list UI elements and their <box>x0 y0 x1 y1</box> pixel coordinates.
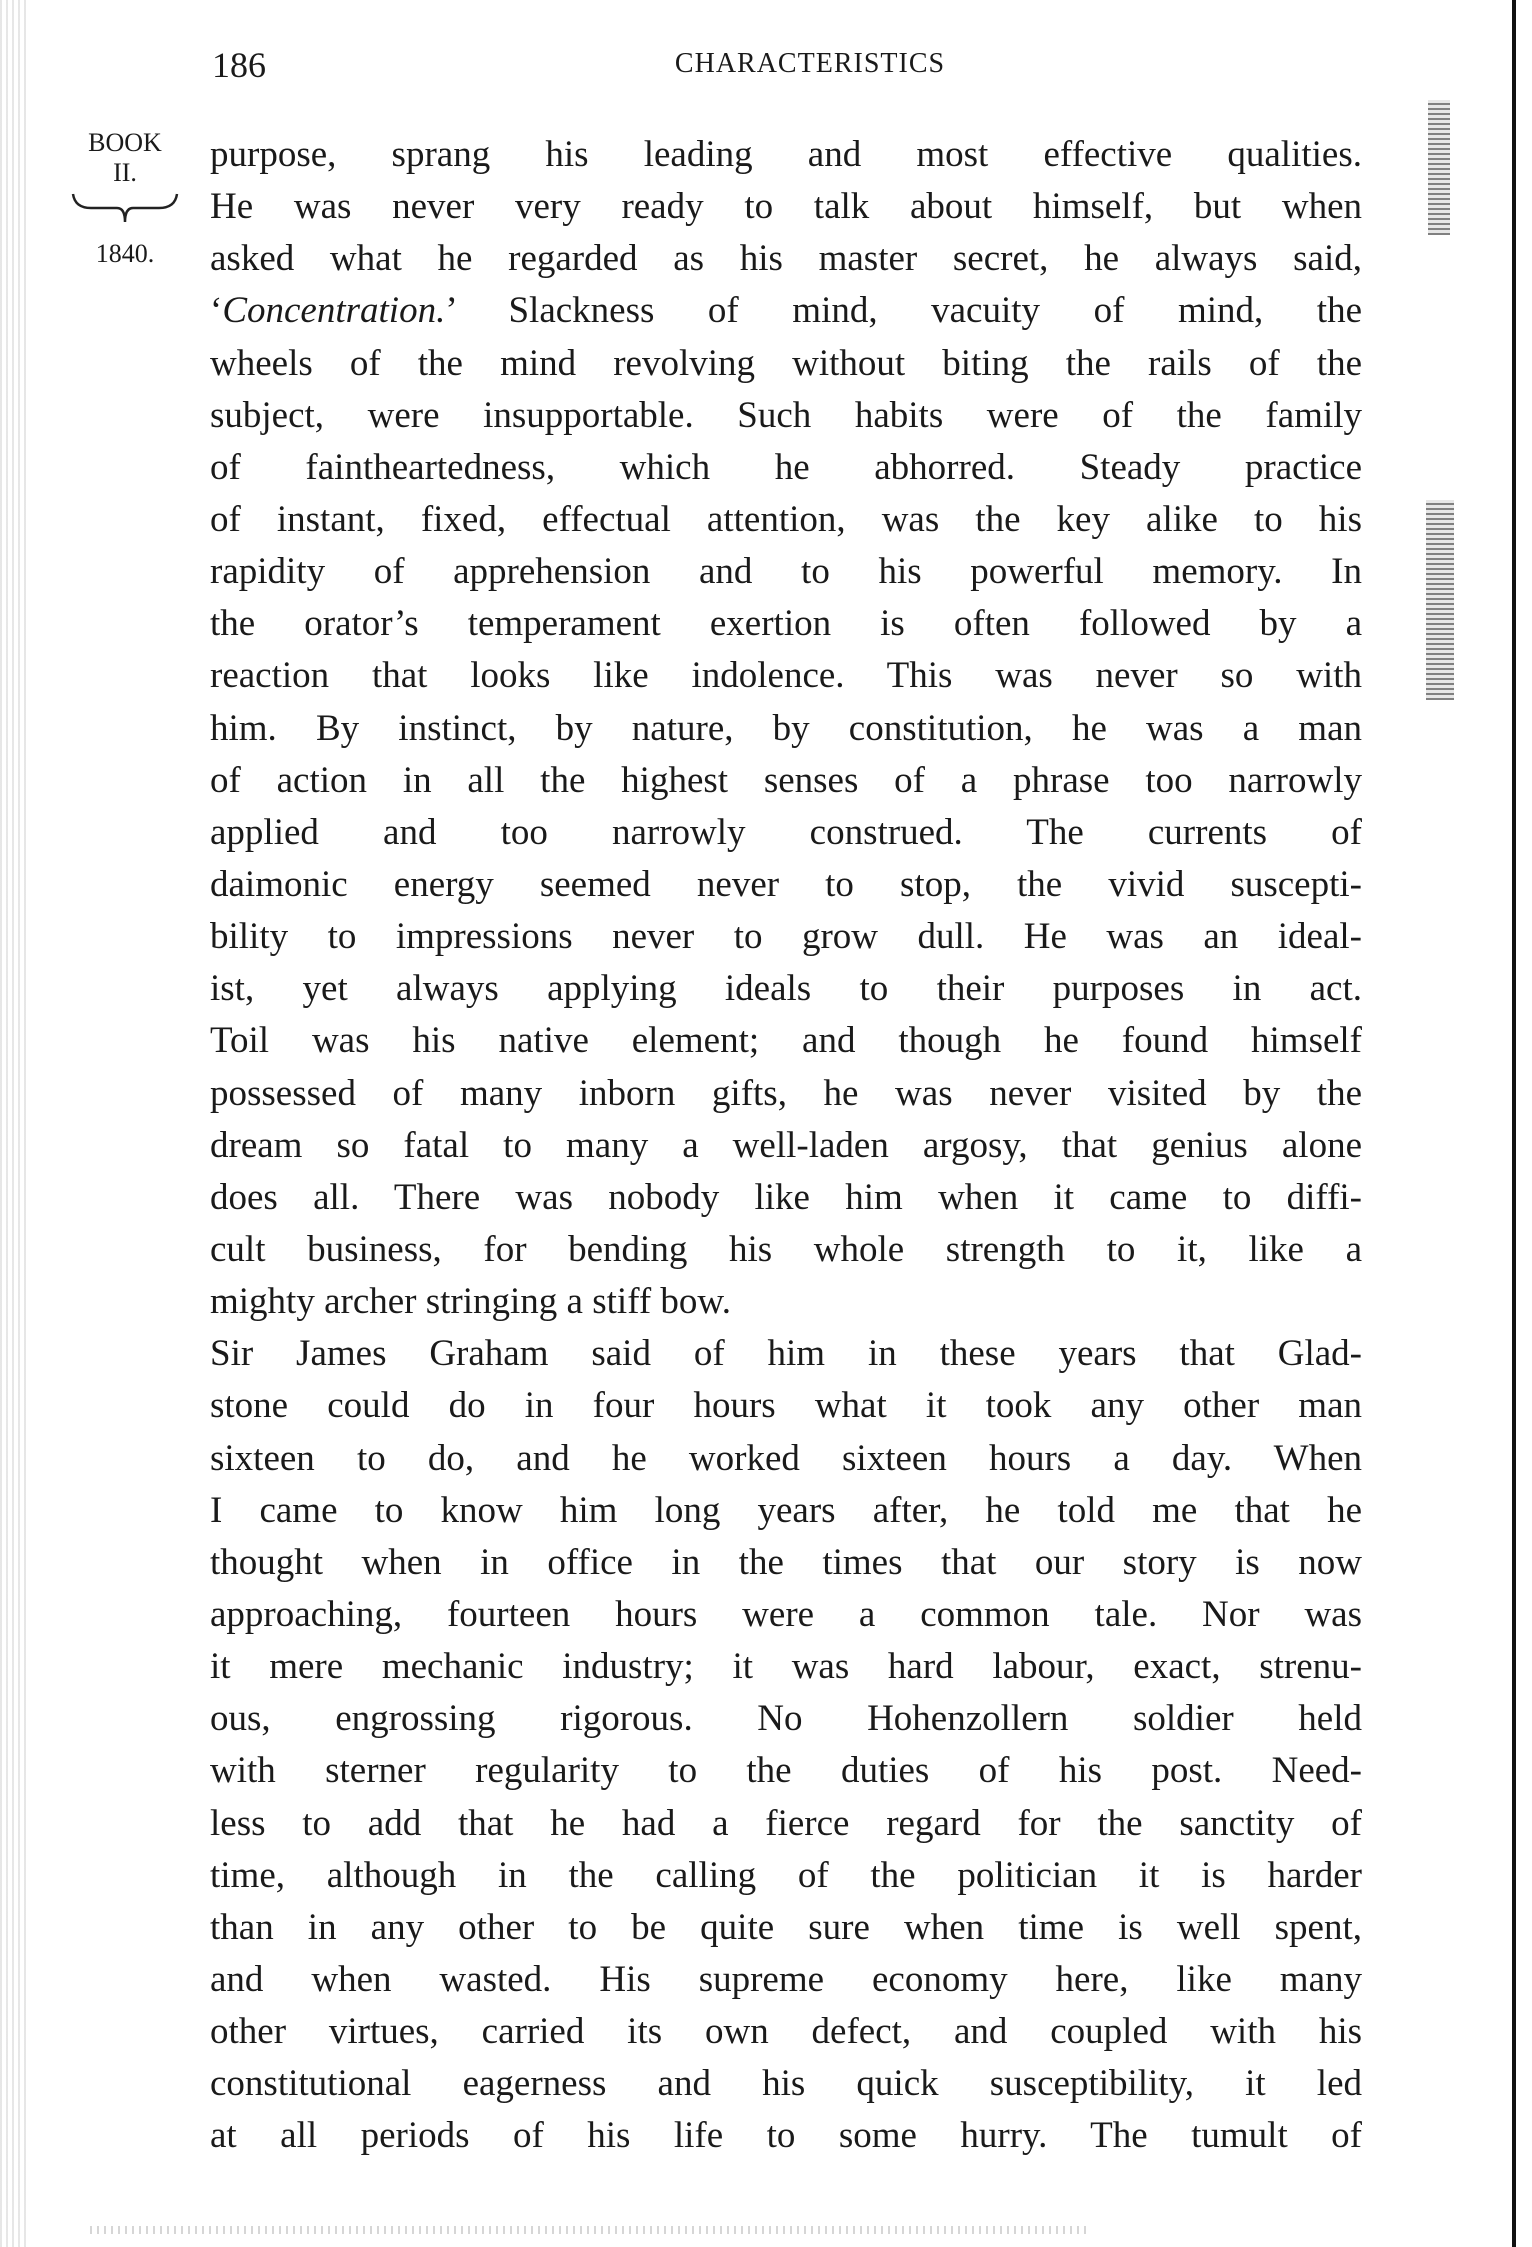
scan-left-edge <box>0 0 30 2247</box>
text-line: other virtues, carried its own defect, and coupled with his <box>210 2011 1362 2053</box>
text-line: mighty archer stringing a stiff bow. <box>210 1281 731 1323</box>
margin-year: 1840. <box>95 238 155 268</box>
margin-book-number: II. <box>113 157 137 187</box>
scan-bottom-edge <box>90 2226 1090 2234</box>
text-line: Sir James Graham said of him in these years that Glad- <box>210 1333 1362 1375</box>
text-line: and when wasted. His supreme economy here, like many <box>210 1958 1362 2000</box>
text-line: approaching, fourteen hours were a common tale. Nor was <box>210 1593 1362 1635</box>
italic-word: Concentration. <box>222 290 446 332</box>
text-line: possessed of many inborn gifts, he was never visited by the <box>210 1072 1362 1114</box>
text-line: ‘Concentration.’ Slackness of mind, vacuity of mind, the <box>210 290 1362 332</box>
margin-book-label: BOOK <box>88 128 162 157</box>
scan-artifact <box>1428 100 1450 235</box>
text-line: time, although in the calling of the politician it is harder <box>210 1854 1362 1896</box>
text-line: ist, yet always applying ideals to their purposes in act. <box>210 968 1362 1010</box>
text-line: of faintheartedness, which he abhorred. Steady practice <box>210 446 1362 488</box>
text-line: I came to know him long years after, he told me that he <box>210 1489 1362 1531</box>
text-line: subject, were insupportable. Such habits were of the family <box>210 394 1362 436</box>
text-line: less to add that he had a fierce regard for the sanctity of <box>210 1802 1362 1844</box>
text-line: does all. There was nobody like him when it came to diffi- <box>210 1176 1362 1218</box>
text-line: asked what he regarded as his master secret, he always said, <box>210 238 1362 280</box>
text-line: sixteen to do, and he worked sixteen hours a day. When <box>210 1437 1362 1479</box>
text-line: dream so fatal to many a well-laden argosy, that genius alone <box>210 1124 1362 1166</box>
text-line: rapidity of apprehension and to his powerful memory. In <box>210 551 1362 593</box>
brace-icon <box>71 192 179 226</box>
text-line: it mere mechanic industry; it was hard labour, exact, strenu- <box>210 1646 1362 1688</box>
scan-artifact <box>1426 500 1454 700</box>
text-line: wheels of the mind revolving without biting the rails of the <box>210 342 1362 384</box>
text-line: Toil was his native element; and though he found himself <box>210 1020 1362 1062</box>
text-line: reaction that looks like indolence. This was never so with <box>210 655 1362 697</box>
margin-note <box>60 128 190 269</box>
running-head: CHARACTERISTICS <box>674 48 946 79</box>
text-line: thought when in office in the times that our story is now <box>210 1541 1362 1583</box>
text-line: ous, engrossing rigorous. No Hohenzollern soldier held <box>210 1698 1362 1740</box>
text-line: bility to impressions never to grow dull. He was an ideal- <box>210 916 1362 958</box>
text-line: of instant, fixed, effectual attention, was the key alike to his <box>210 498 1362 540</box>
text-line: stone could do in four hours what it took any other man <box>210 1385 1362 1427</box>
text-line: He was never very ready to talk about himself, but when <box>210 186 1362 228</box>
text-line: than in any other to be quite sure when time is well spent, <box>210 1906 1362 1948</box>
text-line: him. By instinct, by nature, by constitution, he was a man <box>210 707 1362 749</box>
page-edge-rule <box>1512 0 1516 2247</box>
text-line: daimonic energy seemed never to stop, the vivid suscepti- <box>210 863 1362 905</box>
text-line: with sterner regularity to the duties of his post. Need- <box>210 1750 1362 1792</box>
page-number: 186 <box>212 45 266 85</box>
text-line: the orator’s temperament exertion is often followed by a <box>210 603 1362 645</box>
text-line: purpose, sprang his leading and most effective qualities. <box>210 134 1362 175</box>
text-line: at all periods of his life to some hurry. The tumult of <box>210 2115 1362 2157</box>
text-line: constitutional eagerness and his quick susceptibility, it led <box>210 2063 1362 2105</box>
text-line: applied and too narrowly construed. The currents of <box>210 811 1362 853</box>
text-line: cult business, for bending his whole strength to it, like a <box>210 1228 1362 1270</box>
body-text <box>210 129 1362 2162</box>
text-line: of action in all the highest senses of a phrase too narrowly <box>210 759 1362 801</box>
